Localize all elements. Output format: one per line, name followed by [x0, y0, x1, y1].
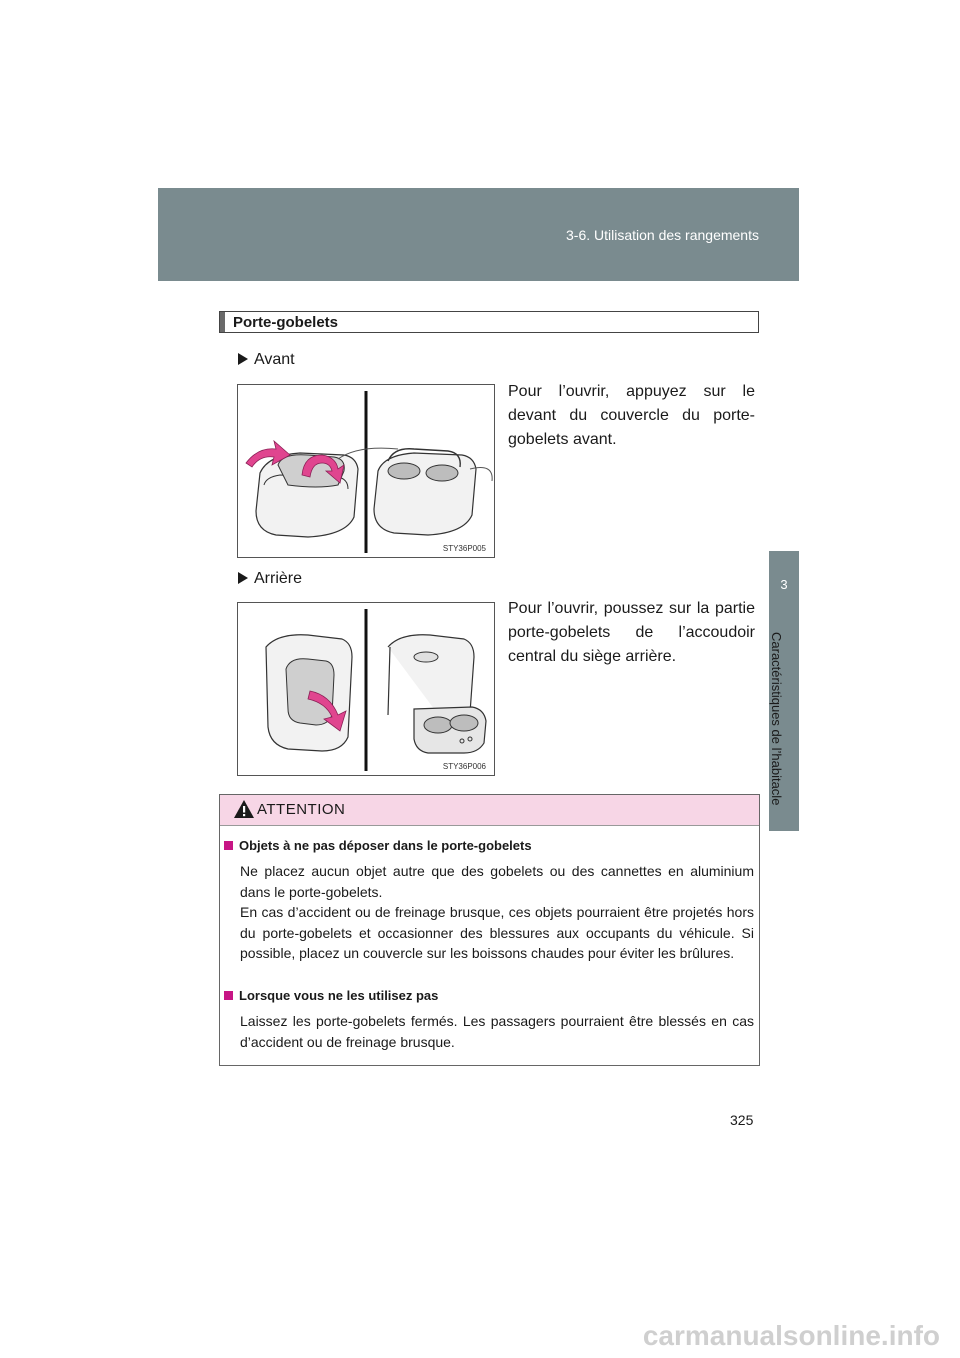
- warning-item-text: Laissez les porte-gobelets fermés. Les passagers pourraient être blessés en cas d’accident ou de freinage brusque.: [240, 1013, 754, 1050]
- warning-triangle-icon: [233, 799, 255, 819]
- warning-heading: ATTENTION: [257, 801, 346, 818]
- heading-bar: [220, 312, 225, 332]
- warning-header: [220, 795, 759, 826]
- rear-figure-code: STY36P006: [442, 762, 486, 771]
- rear-subheading: [238, 570, 302, 588]
- rear-cupholder-figure: [237, 602, 495, 776]
- section-title: Porte-gobelets: [233, 314, 339, 331]
- front-label: Avant: [254, 351, 295, 368]
- warning-box: [219, 794, 760, 1066]
- warning-item-text: Ne placez aucun objet autre que des gobelets ou des cannettes en aluminium dans le porte-gobelets.: [240, 863, 754, 900]
- front-paragraph: Pour l’ouvrir, appuyez sur le devant du couvercle du porte-gobelets avant.: [508, 383, 755, 448]
- front-subheading: [238, 351, 295, 369]
- header-band: [158, 188, 799, 281]
- chapter-number: 3: [780, 577, 788, 592]
- page-number: 325: [730, 1112, 754, 1128]
- watermark: carmanualsonline.info: [642, 1320, 940, 1351]
- square-bullet-icon: [224, 841, 233, 850]
- section-heading: [219, 311, 759, 333]
- front-figure-code: STY36P005: [442, 544, 486, 553]
- rear-cupholder-illustration: [238, 603, 494, 775]
- chapter-title: Caractéristiques de l’habitacle: [769, 632, 784, 806]
- front-cupholder-illustration: [238, 385, 494, 557]
- section-breadcrumb: 3-6. Utilisation des rangements: [566, 227, 759, 243]
- rear-label: Arrière: [254, 570, 303, 587]
- square-bullet-icon: [224, 991, 233, 1000]
- rear-paragraph: Pour l’ouvrir, poussez sur la partie porte-gobelets de l’accoudoir central du siège arrière.: [508, 600, 755, 665]
- front-cupholder-figure: [237, 384, 495, 558]
- warning-item-title: Objets à ne pas déposer dans le porte-gobelets: [224, 838, 532, 853]
- warning-item-text: En cas d’accident ou de freinage brusque, ces objets pourraient être projetés hors du porte-gobelets et occasionner des blessures aux occupants du véhicule. Si possible, placez un couvercle sur les boissons chaudes pour éviter les brûlures.: [240, 904, 754, 961]
- warning-item-title: Lorsque vous ne les utilisez pas: [224, 988, 438, 1003]
- triangle-bullet-icon: [238, 572, 248, 584]
- triangle-bullet-icon: [238, 353, 248, 365]
